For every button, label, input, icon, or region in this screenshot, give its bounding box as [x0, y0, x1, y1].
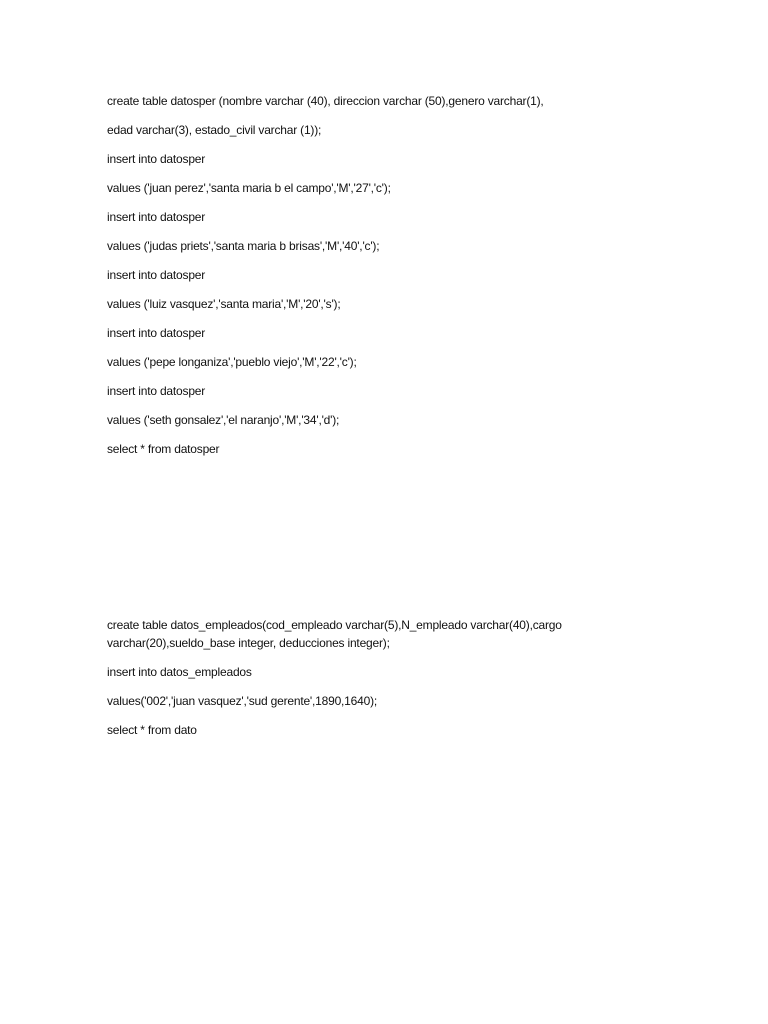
code-line: insert into datos_empleados [107, 665, 252, 679]
code-line: insert into datosper [107, 326, 206, 340]
code-line: edad varchar(3), estado_civil varchar (1)); [107, 123, 322, 137]
code-line: values ('juan perez','santa maria b el campo','M','27','c'); [107, 181, 391, 195]
sql-block-datos-empleados [107, 616, 627, 751]
code-line: create table datosper (nombre varchar (40), direccion varchar (50),genero varchar(1), [107, 94, 544, 108]
code-line: values ('judas priets','santa maria b brisas','M','40','c'); [107, 239, 380, 253]
code-line: insert into datosper [107, 384, 206, 398]
code-line: select * from dato [107, 723, 197, 737]
code-line: insert into datosper [107, 268, 206, 282]
code-line: values ('seth gonsalez','el naranjo','M','34','d'); [107, 413, 340, 427]
code-line: select * from datosper [107, 442, 220, 456]
code-line: create table datos_empleados(cod_empleado varchar(5),N_empleado varchar(40),cargo varchar(20),sueldo_base integer, deducciones integer); [107, 618, 562, 650]
sql-block-datosper [107, 93, 627, 470]
code-line: values ('pepe longaniza','pueblo viejo','M','22','c'); [107, 355, 357, 369]
code-line: insert into datosper [107, 210, 206, 224]
code-line: insert into datosper [107, 152, 206, 166]
code-line: values ('luiz vasquez','santa maria','M','20','s'); [107, 297, 341, 311]
code-line: values('002','juan vasquez','sud gerente',1890,1640); [107, 694, 378, 708]
